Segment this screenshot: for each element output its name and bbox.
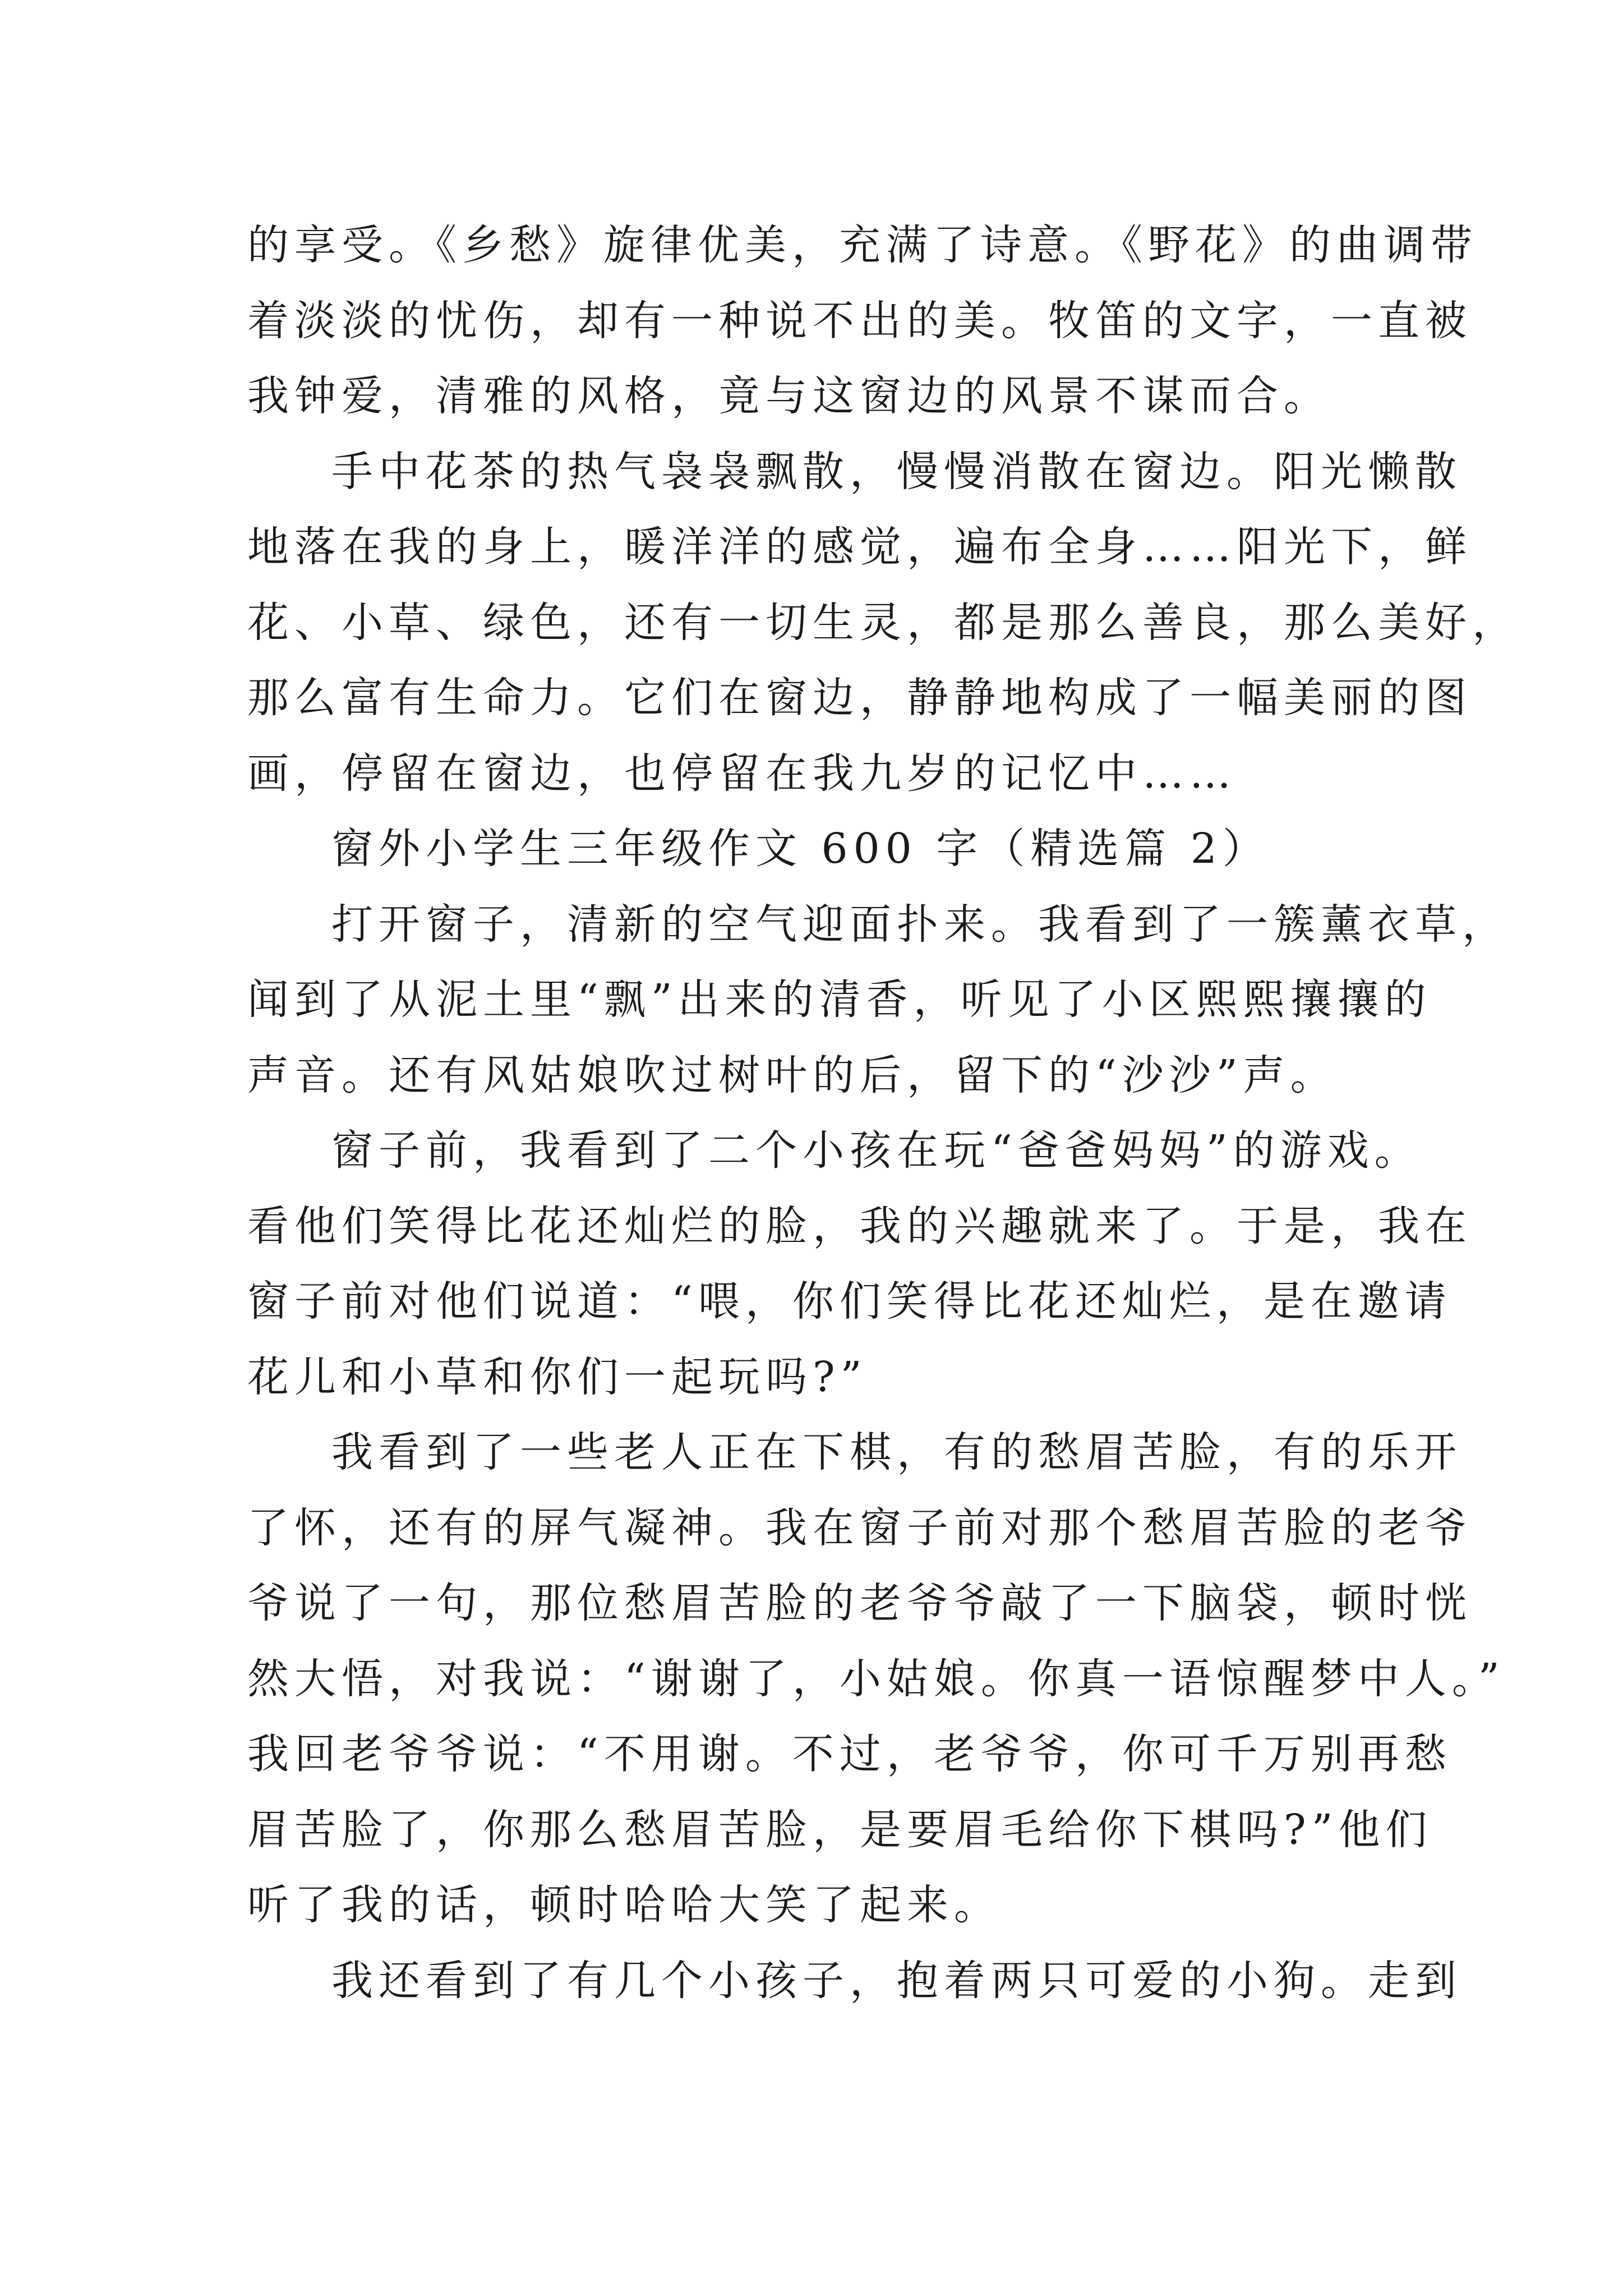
paragraph-start-line: 我还看到了有几个小孩子，抱着两只可爱的小狗。走到 [331, 1956, 1462, 2005]
document-body [247, 208, 1519, 2018]
text-line: 看他们笑得比花还灿烂的脸，我的兴趣就来了。于是，我在 [247, 1202, 1472, 1250]
text-line: 画，停留在窗边，也停留在我九岁的记忆中…… [247, 749, 1237, 798]
text-line: 然大悟，对我说：“谢谢了，小姑娘。你真一语惊醒梦中人。” [247, 1654, 1505, 1703]
paragraph-start-line: 我看到了一些老人正在下棋，有的愁眉苦脸，有的乐开 [331, 1428, 1462, 1476]
text-line: 着淡淡的忧伤，却有一种说不出的美。牧笛的文字，一直被 [247, 296, 1472, 345]
section-heading: 窗外小学生三年级作文 600 字（精选篇 2） [331, 825, 1270, 873]
text-line: 声音。还有风姑娘吹过树叶的后，留下的“沙沙”声。 [247, 1051, 1338, 1099]
text-line: 我回老爷爷说：“不用谢。不过，老爷爷，你可千万别再愁 [247, 1730, 1452, 1778]
text-line: 眉苦脸了，你那么愁眉苦脸，是要眉毛给你下棋吗?”他们 [247, 1805, 1433, 1854]
text-line: 听了我的话，顿时哈哈大笑了起来。 [247, 1881, 1001, 1929]
text-line: 的享受。《乡愁》旋律优美，充满了诗意。《野花》的曲调带 [247, 221, 1478, 269]
text-line: 我钟爱，清雅的风格，竟与这窗边的风景不谋而合。 [247, 372, 1331, 420]
paragraph-start-line: 窗子前，我看到了二个小孩在玩“爸爸妈妈”的游戏。 [331, 1126, 1422, 1175]
text-line: 爷说了一句，那位愁眉苦脸的老爷爷敲了一下脑袋，顿时恍 [247, 1579, 1472, 1627]
text-line: 花、小草、绿色，还有一切生灵，都是那么善良，那么美好， [247, 598, 1519, 647]
text-line: 那么富有生命力。它们在窗边，静静地构成了一幅美丽的图 [247, 674, 1472, 722]
paragraph-start-line: 打开窗子，清新的空气迎面扑来。我看到了一簇薰衣草， [331, 900, 1509, 949]
text-line: 了怀，还有的屏气凝神。我在窗子前对那个愁眉苦脸的老爷 [247, 1503, 1472, 1552]
text-line: 窗子前对他们说道：“喂，你们笑得比花还灿烂，是在邀请 [247, 1277, 1452, 1326]
text-line: 花儿和小草和你们一起玩吗?” [247, 1352, 868, 1401]
text-line: 闻到了从泥土里“飘”出来的清香，听见了小区熙熙攘攘的 [247, 976, 1432, 1024]
paragraph-start-line: 手中花茶的热气袅袅飘散，慢慢消散在窗边。阳光懒散 [331, 447, 1462, 496]
text-line: 地落在我的身上，暖洋洋的感觉，遍布全身……阳光下，鲜 [247, 523, 1472, 571]
